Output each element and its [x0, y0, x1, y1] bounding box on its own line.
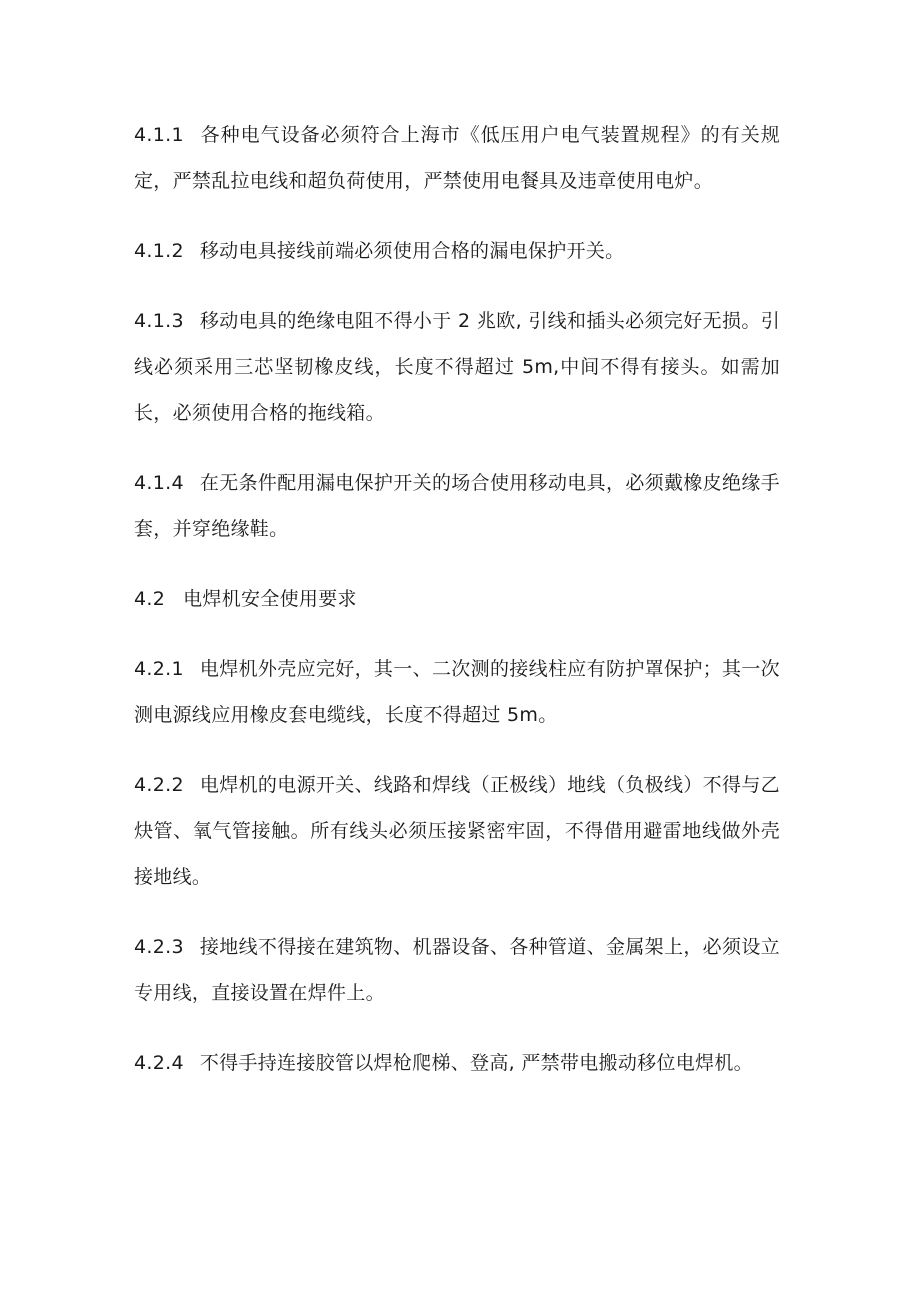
clause-text: 移动电具接线前端必须使用合格的漏电保护开关。 [199, 240, 625, 262]
clause-4-1-3 [134, 298, 780, 436]
clause-number: 4.1.2 [134, 240, 184, 262]
section-title: 电焊机安全使用要求 [183, 588, 357, 610]
clause-number: 4.2.4 [134, 1052, 184, 1074]
clause-number: 4.1.4 [134, 472, 184, 494]
section-number: 4.2 [134, 588, 166, 610]
clause-number: 4.1.3 [134, 310, 184, 332]
clause-4-2-3 [134, 924, 780, 1016]
clause-text: 在无条件配用漏电保护开关的场合使用移动电具，必须戴橡皮绝缘手套，并穿绝缘鞋。 [134, 472, 780, 540]
clause-4-2-2 [134, 762, 780, 900]
clause-text: 电焊机外壳应完好，其一、二次测的接线柱应有防护罩保护；其一次测电源线应用橡皮套电缆线，长度不得超过 5m。 [134, 658, 780, 726]
clause-number: 4.1.1 [134, 124, 184, 146]
clause-4-2-1 [134, 646, 780, 738]
clause-4-2-4 [134, 1040, 780, 1086]
clause-number: 4.2.1 [134, 658, 184, 680]
clause-text: 各种电气设备必须符合上海市《低压用户电气装置规程》的有关规定，严禁乱拉电线和超负荷使用，严禁使用电餐具及违章使用电炉。 [134, 124, 780, 192]
clause-text: 移动电具的绝缘电阻不得小于 2 兆欧, 引线和插头必须完好无损。引线必须采用三芯坚韧橡皮线，长度不得超过 5m,中间不得有接头。如需加长，必须使用合格的拖线箱。 [134, 310, 780, 424]
clause-number: 4.2.3 [134, 936, 184, 958]
document-body [134, 112, 780, 1110]
clause-text: 接地线不得接在建筑物、机器设备、各种管道、金属架上，必须设立专用线，直接设置在焊件上。 [134, 936, 780, 1004]
clause-number: 4.2.2 [134, 774, 184, 796]
clause-4-1-2 [134, 228, 780, 274]
clause-4-1-1 [134, 112, 780, 204]
clause-text: 不得手持连接胶管以焊枪爬梯、登高, 严禁带电搬动移位电焊机。 [199, 1052, 753, 1074]
clause-text: 电焊机的电源开关、线路和焊线（正极线）地线（负极线）不得与乙炔管、氧气管接触。所有线头必须压接紧密牢固，不得借用避雷地线做外壳接地线。 [134, 774, 780, 888]
section-heading-4-2 [134, 576, 780, 622]
clause-4-1-4 [134, 460, 780, 552]
